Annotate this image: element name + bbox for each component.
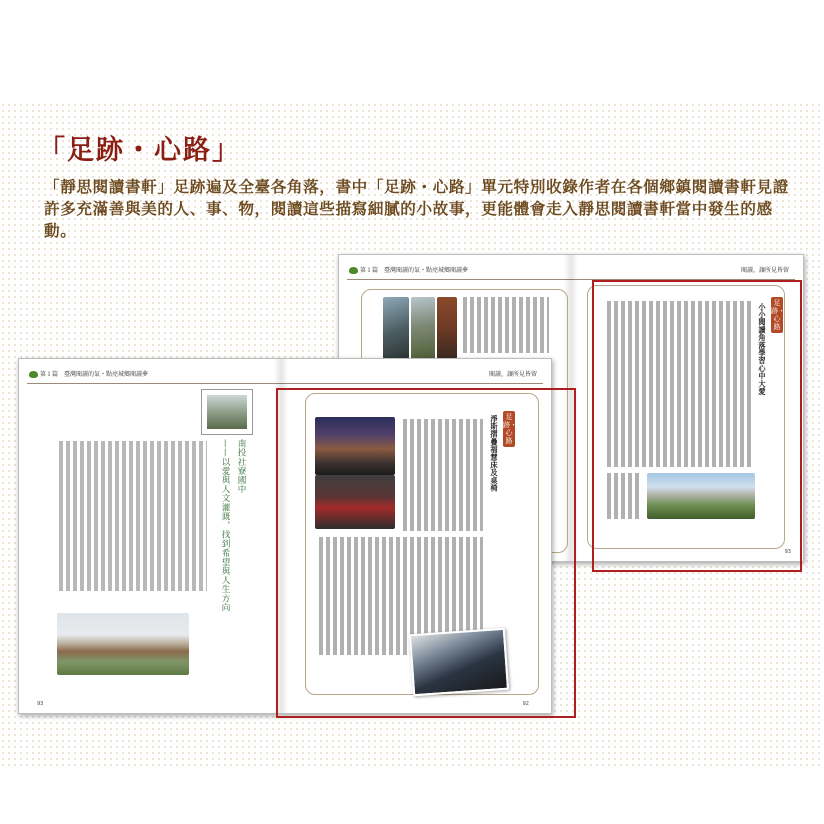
front-left-header: 第１篇 臺灣閱讀的氣・點亮城鄉閱讀夢 <box>29 369 148 378</box>
intro-paragraph: 「靜思閱讀書軒」足跡遍及全臺各角落，書中「足跡・心路」單元特別收錄作者在各個鄉鎮閱讀書軒見證許多充滿善與美的人、事、物，閱讀這些描寫細膩的小故事，更能體會走入靜思閱讀書軒當中發生的感動。 <box>44 177 789 240</box>
back-tag: 足跡・心路 <box>771 299 785 331</box>
front-right-page-number: 92 <box>522 701 529 707</box>
front-right-header: 閱讀，讓所見皆留 <box>488 371 537 378</box>
back-photo-people <box>383 297 409 359</box>
front-photo-school-building <box>57 613 189 675</box>
front-left-text <box>59 441 207 591</box>
bottom-margin <box>0 770 824 824</box>
back-left-text <box>463 297 549 353</box>
back-right-header: 閱讀，讓所見皆留 <box>740 267 789 274</box>
frog-logo-icon <box>349 267 358 274</box>
front-school-title: 南投社寮國中 <box>236 439 246 494</box>
top-margin <box>0 0 824 100</box>
highlight-frame-back-article <box>592 280 802 572</box>
frog-logo-icon <box>29 371 38 378</box>
back-article-title: 小小閱讀角落學習心中大愛 <box>758 303 767 396</box>
back-photo-flowers <box>411 297 435 359</box>
back-photo-door <box>437 297 457 359</box>
back-left-header: 第１篇 臺灣閱讀的氣・點亮城鄉閱讀夢 <box>349 265 468 274</box>
front-subtitle: ——以愛與人文灌溉，找到希望與人生方向 <box>220 439 230 612</box>
section-heading: 「足跡・心路」 <box>38 135 241 166</box>
front-article-title: 淨斯摺疊福慧床及桌椅 <box>490 415 499 492</box>
front-postage-stamp <box>201 389 253 435</box>
highlight-frame-front-article <box>276 388 576 718</box>
front-left-page-number: 93 <box>37 701 44 707</box>
front-tag: 足跡・心路 <box>503 413 517 445</box>
back-page-number: 93 <box>784 549 791 555</box>
